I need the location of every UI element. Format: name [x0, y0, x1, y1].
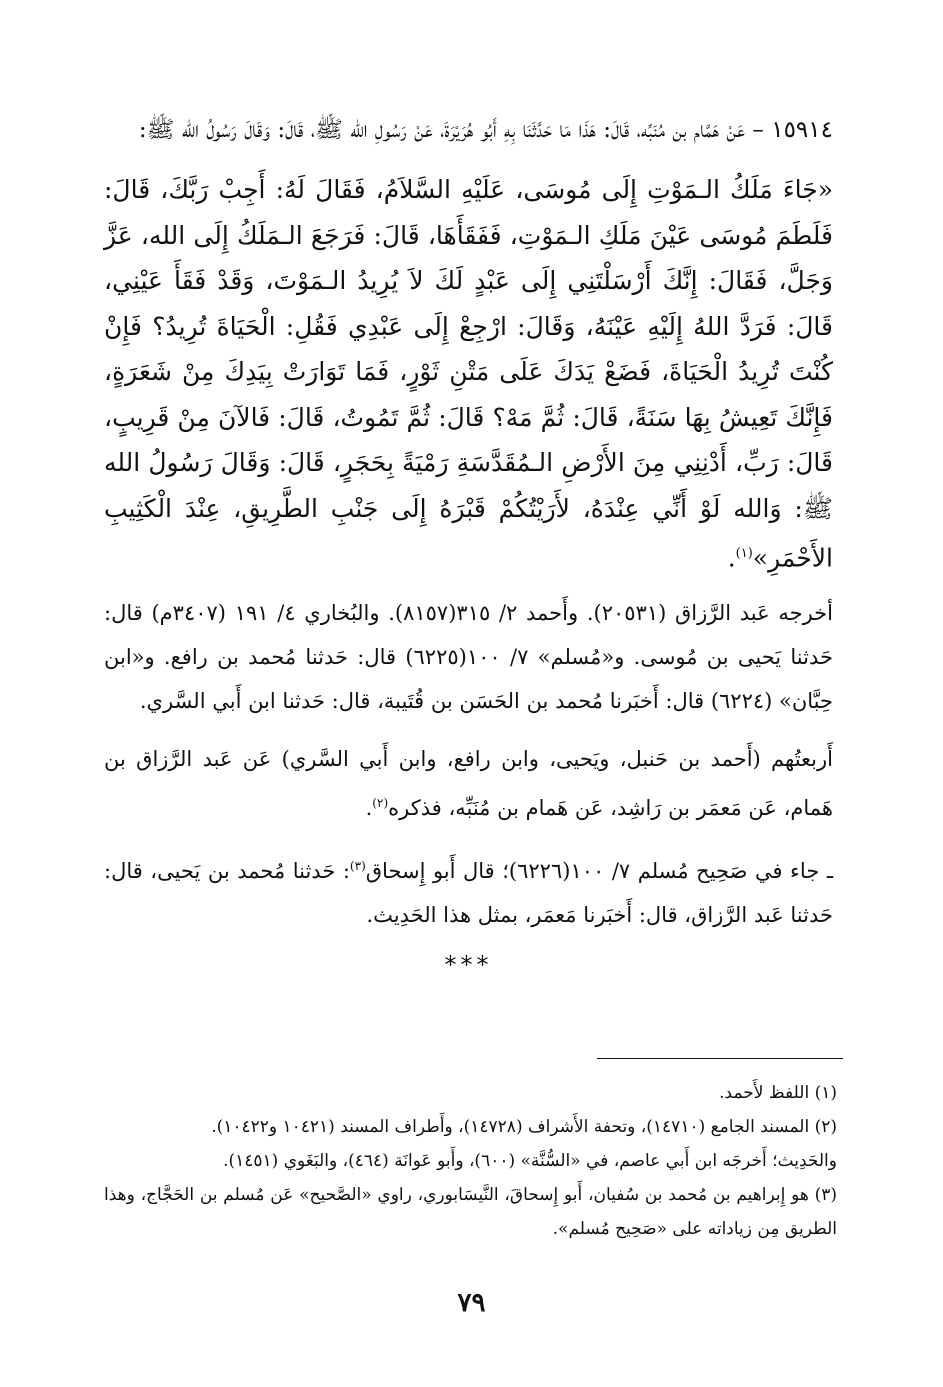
section-separator-stars: *** — [444, 950, 493, 979]
takhrij-1-text: أخرجه عَبد الرَّزاق (٢٠٥٣١). وأَحمد ٢/ ٣١٥(٨١٥٧). والبُخاري ٤/ ١٩١ (٣٤٠٧م) قال: حَدثنا يَحيى بن مُوسى. و«مُسلم» ٧/ ١٠٠(٦٢٢٥) قال: حَدثنا مُحمد بن رافع. و«ابن حِبَّان» (٦٢٢٤) قال: أَخبَرنا مُحمد بن الحَسَن بن قُتَيبة، قال: حَدثنا ابن أَبي السَّري. — [104, 600, 834, 713]
footnote-3: (٣) هو إِبراهيم بن مُحمد بن سُفيان، أَبو إِسحاقَ، النَّيسَابوري، راوي «الصَّحيح» عَن مُسلم بن الحَجَّاج، وهذا الطريق مِن زياداته على «صَحِيح مُسلم». — [104, 1185, 837, 1239]
hadith-end-mark: . — [727, 543, 736, 573]
page-number: ٧٩ — [457, 1288, 486, 1318]
takhrij-paragraph-1 — [104, 591, 833, 723]
takhrij-3-footnote-ref[interactable]: (٣) — [349, 858, 366, 873]
hadith-matn: «جَاءَ مَلَكُ الـمَوْتِ إِلَى مُوسَى، عَلَيْهِ السَّلاَمُ، فَقَالَ لَهُ: أَجِبْ رَبَّكَ، قَالَ: فَلَطَمَ مُوسَى عَيْنَ مَلَكِ الـمَوْتِ، فَفَقَأَهَا، قَالَ: فَرَجَعَ الـمَلَكُ إِلَى الله، عَزَّ وَجَلَّ، فَقَالَ: إِنَّكَ أَرْسَلْتَنِي إِلَى عَبْدٍ لَكَ لاَ يُرِيدُ الـمَوْتَ، وَقَدْ فَقَأَ عَيْنِي، قَالَ: فَرَدَّ اللهُ إِلَيْهِ عَيْنَهُ، وَقَالَ: ارْجِعْ إِلَى عَبْدِي فَقُلِ: الْحَيَاةَ تُرِيدُ؟ فَإِنْ كُنْتَ تُرِيدُ الْحَيَاةَ، فَضَعْ يَدَكَ عَلَى مَتْنِ ثَوْرٍ، فَمَا تَوَارَتْ بِيَدِكَ مِنْ شَعَرَةٍ، فَإِنَّكَ تَعِيشُ بِهَا سَنَةً، قَالَ: ثُمَّ مَهْ؟ قَالَ: ثُمَّ تَمُوتُ، قَالَ: فَالآنَ مِنْ قَرِيبٍ، قَالَ: رَبِّ، أَدْنِنِي مِنَ الأَرْضِ الـمُقَدَّسَةِ رَمْيَةً بِحَجَرٍ، قَالَ: وَقَالَ رَسُولُ الله ﷺ: وَالله لَوْ أَنِّي عِنْدَهُ، لأَرَيْتُكُمْ قَبْرَهُ إِلَى جَنْبِ الطَّرِيقِ، عِنْدَ الْكَثِيبِ الأَحْمَرِ» — [104, 175, 833, 573]
takhrij-2-text: أَربعتُهم (أَحمد بن حَنبل، ويَحيى، وابن رافع، وابن أَبي السَّري) عَن عَبد الرَّزاق بن هَمام، عَن مَعمَر بن رَاشِد، عَن هَمام بن مُنَبِّه، فذكره — [104, 746, 833, 820]
footnote-2: (٢) المسند الجامع (١٤٧١٠)، وتحفة الأَشراف (١٤٧٢٨)، وأَطراف المسند (١٠٤٢١ و١٠٤٢٢). — [211, 1117, 837, 1137]
takhrij-2-end-mark: . — [365, 795, 373, 820]
footnote-separator-line — [597, 1058, 843, 1059]
hadith-isnad: ١٥٩١٤ – عَنْ هَمَّام بن مُنَبِّه، قَالَ: هَذَا مَا حَدَّثَنَا بِهِ أَبُو هُرَيْرَةَ، عَنْ رَسُولِ الله ﷺ، قَالَ: وَقَالَ رَسُولُ الله ﷺ: — [138, 117, 833, 143]
footnotes — [104, 1076, 837, 1246]
takhrij-3-text-a: ـ جاء في صَحِيح مُسلم ٧/ ١٠٠(٦٢٢٦)؛ قال أَبو إِسحاق — [365, 858, 833, 883]
hadith-text-paragraph — [104, 167, 833, 581]
takhrij-2-footnote-ref[interactable]: (٢) — [372, 795, 389, 810]
main-text — [104, 108, 833, 979]
footnote-2-continued: والحَدِيث؛ أَخرجَه ابن أَبي عاصم، في «السُّنَّة» (٦٠٠)، وأَبو عَوانَة (٤٦٤)، والبَغَوي (١٤٥١). — [223, 1151, 837, 1171]
footnote-1: (١) اللفظ لأَحمد. — [719, 1083, 837, 1103]
takhrij-3-text-b: : حَدثنا مُحمد بن يَحيى، قال: حَدثنا عَبد الرَّزاق، قال: أَخبَرنا مَعمَر، بمثل هذا الحَدِيث. — [104, 858, 833, 927]
hadith-paragraph — [104, 108, 833, 153]
hadith-footnote-ref[interactable]: (١) — [735, 546, 753, 561]
takhrij-paragraph-3 — [104, 844, 833, 937]
takhrij-paragraph-2 — [104, 737, 833, 830]
